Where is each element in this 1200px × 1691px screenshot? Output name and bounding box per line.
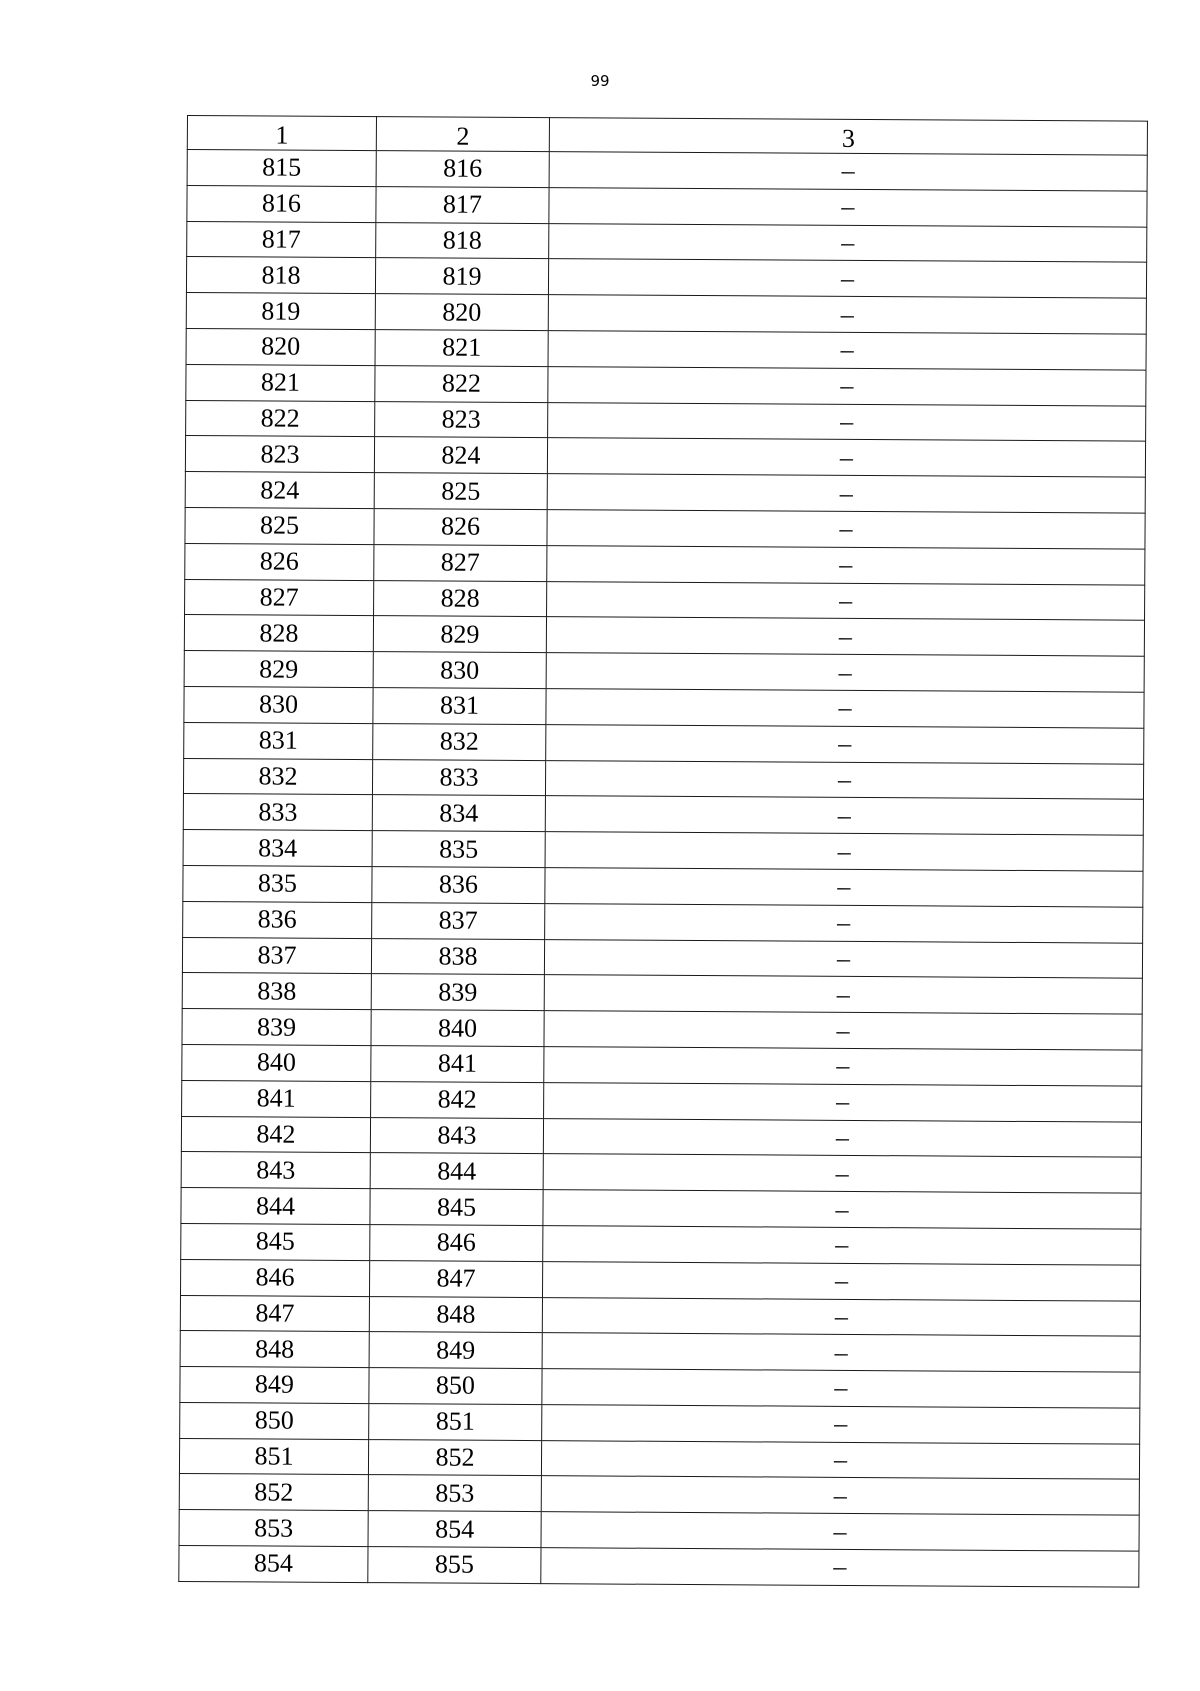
table-cell-col-2: 847 [369,1260,542,1297]
table-cell-col-2: 837 [372,902,545,939]
table-header-row [187,116,1147,156]
table-cell-col-1: 826 [185,543,374,580]
table-cell-col-3: – [541,1548,1139,1587]
column-header-3: 3 [549,118,1147,156]
table-cell-col-2: 848 [369,1296,542,1333]
table-cell-col-3: – [542,1333,1140,1372]
table-cell-col-1: 833 [183,794,372,831]
table-cell-col-2: 841 [371,1046,544,1083]
table-cell-col-2: 830 [373,652,546,689]
table-cell-col-2: 835 [372,831,545,868]
table-cell-col-1: 854 [179,1546,368,1583]
table-cell-col-2: 826 [374,509,547,546]
table-cell-col-3: – [544,1011,1142,1050]
table-cell-col-3: – [548,259,1146,298]
table-row [184,615,1144,656]
table-row [180,1402,1140,1443]
table-cell-col-1: 821 [186,364,375,401]
table-cell-col-3: – [543,1118,1141,1157]
table-row [186,400,1146,441]
column-header-1: 1 [187,116,376,151]
table-cell-col-3: – [548,366,1146,405]
table-row [187,185,1147,226]
table-cell-col-1: 850 [180,1402,369,1439]
table-row [184,722,1144,763]
table-row [180,1295,1140,1336]
table-cell-col-3: – [542,1297,1140,1336]
table-cell-col-3: – [543,1154,1141,1193]
table-row [184,686,1144,727]
table-cell-col-1: 843 [181,1152,370,1189]
table-cell-col-2: 842 [371,1081,544,1118]
table-cell-col-1: 823 [185,436,374,473]
table-cell-col-3: – [546,724,1144,763]
table-cell-col-3: – [546,617,1144,656]
table-cell-col-2: 817 [376,186,549,223]
table-row [181,1223,1141,1264]
table-cell-col-3: – [549,223,1147,262]
table-row [186,257,1146,298]
table-cell-col-2: 843 [370,1117,543,1154]
table-cell-col-3: – [545,868,1143,907]
table-row [180,1331,1140,1372]
table-row [184,651,1144,692]
table-cell-col-1: 816 [187,185,376,222]
table-row [183,865,1143,906]
table-cell-col-1: 846 [180,1259,369,1296]
table-cell-col-2: 855 [368,1547,541,1584]
table-cell-col-1: 830 [184,686,373,723]
table-row [181,1116,1141,1157]
table-cell-col-2: 816 [376,151,549,188]
table-cell-col-3: – [545,832,1143,871]
table-row [186,328,1146,369]
table-cell-col-3: – [549,152,1147,191]
table-cell-col-3: – [542,1261,1140,1300]
table-cell-col-1: 836 [183,901,372,938]
table-cell-col-3: – [548,402,1146,441]
table-cell-col-2: 829 [373,616,546,653]
table-row [183,830,1143,871]
table-row [185,543,1145,584]
table-cell-col-2: 844 [370,1153,543,1190]
table-row [179,1510,1139,1551]
table-cell-col-1: 822 [186,400,375,437]
table-cell-col-2: 845 [370,1189,543,1226]
table-row [181,1188,1141,1229]
table-cell-col-3: – [544,975,1142,1014]
table-cell-col-1: 837 [182,937,371,974]
table-cell-col-2: 850 [369,1368,542,1405]
table-cell-col-2: 828 [374,580,547,617]
table-cell-col-2: 825 [374,473,547,510]
table-row [182,1044,1142,1085]
table-cell-col-1: 845 [181,1223,370,1260]
table-row [185,472,1145,513]
table-cell-col-2: 823 [375,401,548,438]
table-cell-col-1: 849 [180,1367,369,1404]
table-cell-col-1: 831 [184,722,373,759]
table-cell-col-3: – [547,545,1145,584]
table-cell-col-1: 853 [179,1510,368,1547]
table-cell-col-2: 820 [375,294,548,331]
table-row [183,794,1143,835]
table-cell-col-3: – [541,1440,1139,1479]
table-cell-col-1: 825 [185,507,374,544]
table-cell-col-1: 851 [179,1438,368,1475]
table-cell-col-1: 841 [182,1080,371,1117]
table-cell-col-2: 839 [371,974,544,1011]
table-row [179,1474,1139,1515]
table-cell-col-2: 818 [376,222,549,259]
table-cell-col-2: 831 [373,688,546,725]
table-cell-col-3: – [545,760,1143,799]
table-cell-col-1: 840 [182,1044,371,1081]
table-row [186,293,1146,334]
table-cell-col-3: – [544,1082,1142,1121]
table-cell-col-3: – [542,1405,1140,1444]
table-cell-col-2: 854 [368,1511,541,1548]
table-cell-col-1: 844 [181,1188,370,1225]
table-row [187,150,1147,191]
table-cell-col-3: – [547,474,1145,513]
table-cell-col-1: 827 [185,579,374,616]
table-cell-col-1: 829 [184,651,373,688]
table-cell-col-1: 819 [186,293,375,330]
table-cell-col-1: 834 [183,830,372,867]
table-cell-col-2: 821 [375,330,548,367]
table-body [179,116,1148,1588]
table-cell-col-3: – [547,581,1145,620]
table-cell-col-1: 818 [186,257,375,294]
table-cell-col-1: 828 [184,615,373,652]
table-cell-col-2: 852 [368,1439,541,1476]
table-cell-col-2: 827 [374,544,547,581]
table-cell-col-2: 822 [375,365,548,402]
table-row [180,1259,1140,1300]
table-cell-col-3: – [541,1512,1139,1551]
table-cell-col-3: – [548,295,1146,334]
table-cell-col-1: 832 [183,758,372,795]
table-row [180,1367,1140,1408]
page-number: 99 [590,72,610,90]
table-cell-col-3: – [541,1476,1139,1515]
table-cell-col-1: 824 [185,472,374,509]
table-cell-col-2: 849 [369,1332,542,1369]
table-cell-col-2: 834 [372,795,545,832]
table-cell-col-2: 838 [371,938,544,975]
table-row [186,364,1146,405]
table-row [183,901,1143,942]
table-cell-col-1: 848 [180,1331,369,1368]
table-row [185,579,1145,620]
table-cell-col-3: – [544,939,1142,978]
table-cell-col-2: 840 [371,1010,544,1047]
table-row [183,758,1143,799]
table-cell-col-2: 836 [372,867,545,904]
table-cell-col-2: 819 [375,258,548,295]
table-cell-col-1: 852 [179,1474,368,1511]
table-row [182,937,1142,978]
table-cell-col-3: – [543,1226,1141,1265]
table-cell-col-1: 815 [187,150,376,187]
table-row [181,1152,1141,1193]
table-cell-col-3: – [543,1190,1141,1229]
table-cell-col-3: – [542,1369,1140,1408]
table-row [182,1080,1142,1121]
table-cell-col-2: 824 [374,437,547,474]
table-cell-col-2: 851 [369,1403,542,1440]
table-cell-col-3: – [548,331,1146,370]
table-cell-col-1: 838 [182,973,371,1010]
table-cell-col-1: 817 [187,221,376,258]
table-cell-col-3: – [544,1047,1142,1086]
table-cell-col-1: 835 [183,865,372,902]
table-row [185,436,1145,477]
table-row [182,1009,1142,1050]
table-cell-col-3: – [547,510,1145,549]
table-row [185,507,1145,548]
table-cell-col-3: – [546,653,1144,692]
table-row [179,1546,1139,1587]
table-cell-col-2: 853 [368,1475,541,1512]
table-cell-col-3: – [546,689,1144,728]
table-cell-col-2: 832 [373,723,546,760]
table-cell-col-1: 839 [182,1009,371,1046]
table-cell-col-3: – [545,903,1143,942]
table-row [182,973,1142,1014]
table-row [179,1438,1139,1479]
table-cell-col-3: – [547,438,1145,477]
table-cell-col-3: – [549,187,1147,226]
data-table [178,115,1148,1588]
table-cell-col-3: – [545,796,1143,835]
table-row [187,221,1147,262]
column-header-2: 2 [376,117,549,152]
table-cell-col-1: 820 [186,328,375,365]
table-cell-col-1: 847 [180,1295,369,1332]
table-cell-col-2: 833 [372,759,545,796]
table-cell-col-2: 846 [370,1225,543,1262]
table-cell-col-1: 842 [181,1116,370,1153]
